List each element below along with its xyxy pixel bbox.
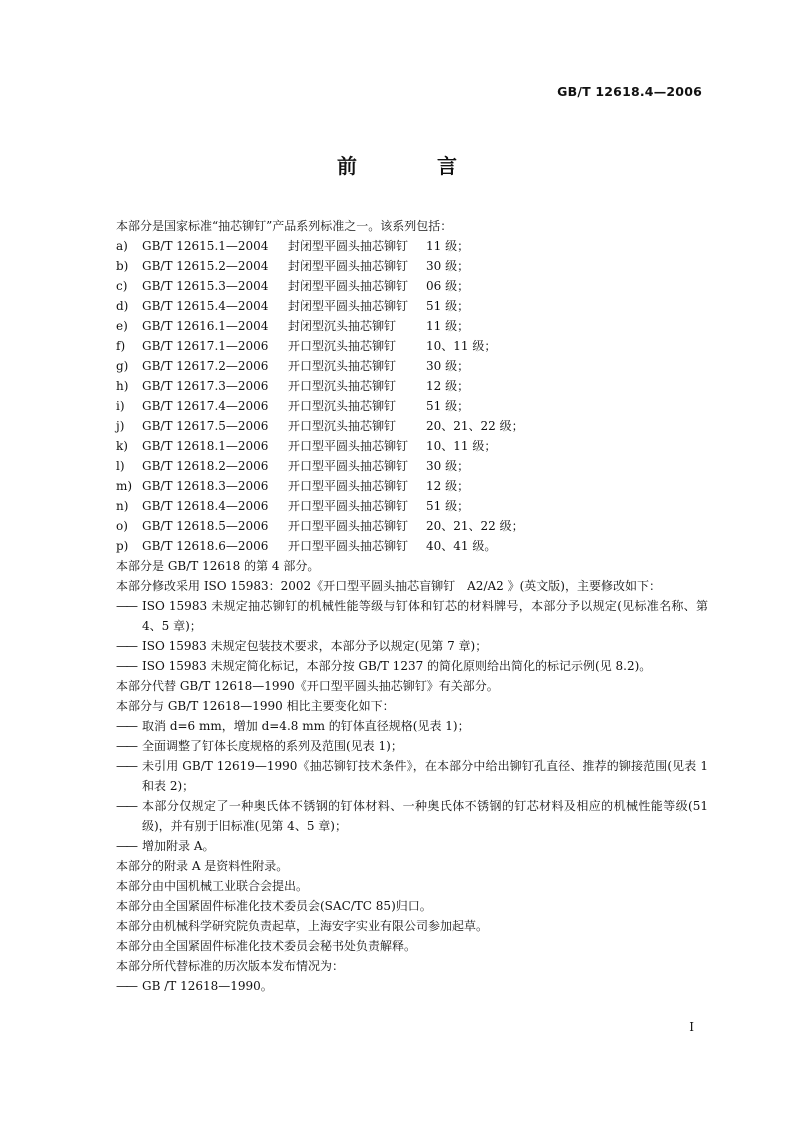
dash-item [116, 756, 708, 796]
closing-line: 本部分由全国紧固件标准化技术委员会秘书处负责解释。 [116, 939, 417, 953]
dash-text: 取消 d=6 mm，增加 d=4.8 mm 的钉体直径规格(见表 1)； [142, 719, 470, 733]
dash-mark: —— [116, 839, 136, 853]
dash-text: ISO 15983 未规定包装技术要求，本部分予以规定(见第 7 章)； [142, 639, 488, 653]
dash-item [116, 736, 708, 756]
part-statement: 本部分是 GB/T 12618 的第 4 部分。 [116, 559, 320, 573]
dash-item [116, 836, 708, 856]
series-label: j) [116, 419, 125, 433]
dash-mark: —— [116, 739, 136, 753]
series-label: p) [116, 539, 129, 553]
dash-text: ISO 15983 未规定简化标记，本部分按 GB/T 1237 的简化原则给出简化的标记示例(见 8.2)。 [142, 659, 652, 673]
dash-mark: —— [116, 719, 136, 733]
series-name: 封闭型沉头抽芯铆钉 [288, 319, 397, 333]
series-label: b) [116, 259, 129, 273]
series-item [116, 256, 708, 276]
series-name: 开口型平圆头抽芯铆钉 [288, 479, 409, 493]
series-grade: 30 级； [426, 259, 470, 273]
series-code: GB/T 12618.5—2006 [142, 519, 269, 533]
series-label: m) [116, 479, 133, 493]
series-name: 开口型平圆头抽芯铆钉 [288, 499, 409, 513]
series-label: k) [116, 439, 128, 453]
page-number: I [689, 1020, 694, 1034]
series-label: o) [116, 519, 128, 533]
series-grade: 51 级； [426, 399, 470, 413]
series-code: GB/T 12617.2—2006 [142, 359, 269, 373]
series-code: GB/T 12618.1—2006 [142, 439, 269, 453]
series-item [116, 476, 708, 496]
series-name: 开口型平圆头抽芯铆钉 [288, 519, 409, 533]
series-code: GB/T 12617.4—2006 [142, 399, 269, 413]
replace-statement: 本部分代替 GB/T 12618—1990《开口型平圆头抽芯铆钉》有关部分。 [116, 679, 499, 693]
series-name: 开口型沉头抽芯铆钉 [288, 339, 397, 353]
dash-mark: —— [116, 659, 136, 673]
series-name: 开口型平圆头抽芯铆钉 [288, 459, 409, 473]
series-name: 开口型沉头抽芯铆钉 [288, 399, 397, 413]
closing-line: 本部分由机械科学研究院负责起草，上海安字实业有限公司参加起草。 [116, 919, 489, 933]
series-grade: 30 级； [426, 459, 470, 473]
closing-line: 本部分由中国机械工业联合会提出。 [116, 879, 309, 893]
series-item [116, 276, 708, 296]
series-code: GB/T 12617.5—2006 [142, 419, 269, 433]
series-label: a) [116, 239, 128, 253]
series-grade: 10、11 级； [426, 439, 497, 453]
series-grade: 11 级； [426, 319, 470, 333]
dash-item [116, 976, 708, 996]
dash-item [116, 636, 708, 656]
series-name: 开口型沉头抽芯铆钉 [288, 379, 397, 393]
series-label: l) [116, 459, 125, 473]
series-label: d) [116, 299, 129, 313]
series-label: c) [116, 279, 128, 293]
series-code: GB/T 12615.2—2004 [142, 259, 269, 273]
iso-changes-list [116, 596, 708, 676]
series-grade: 51 级； [426, 299, 470, 313]
series-grade: 20、21、22 级； [426, 419, 524, 433]
series-grade: 11 级； [426, 239, 470, 253]
series-code: GB/T 12615.4—2004 [142, 299, 269, 313]
series-code: GB/T 12616.1—2004 [142, 319, 269, 333]
series-label: i) [116, 399, 125, 413]
dash-mark: —— [116, 599, 136, 613]
series-name: 封闭型平圆头抽芯铆钉 [288, 299, 409, 313]
series-grade: 12 级； [426, 379, 470, 393]
series-label: e) [116, 319, 128, 333]
dash-text: 未引用 GB/T 12619—1990《抽芯铆钉技术条件》，在本部分中给出铆钉孔直径、推荐的铆接范围(见表 1 和表 2)； [142, 759, 708, 793]
dash-text: 本部分仅规定了一种奥氏体不锈钢的钉体材料、一种奥氏体不锈钢的钉芯材料及相应的机械性能等级(51 级)，并有别于旧标准(见第 4、5 章)； [142, 799, 708, 833]
series-item [116, 496, 708, 516]
dash-item [116, 656, 708, 676]
history-list [116, 976, 708, 996]
dash-text: 全面调整了钉体长度规格的系列及范围(见表 1)； [142, 739, 403, 753]
dash-text: GB /T 12618—1990。 [142, 979, 273, 993]
series-code: GB/T 12615.3—2004 [142, 279, 269, 293]
series-item [116, 376, 708, 396]
dash-text: ISO 15983 未规定抽芯铆钉的机械性能等级与钉体和钉芯的材料牌号，本部分予以规定(见标准名称、第 4、5 章)； [142, 599, 708, 633]
series-item [116, 396, 708, 416]
series-item [116, 536, 708, 556]
series-code: GB/T 12618.3—2006 [142, 479, 269, 493]
series-label: n) [116, 499, 129, 513]
series-item [116, 336, 708, 356]
series-grade: 30 级； [426, 359, 470, 373]
foreword-body [116, 216, 708, 996]
series-name: 封闭型平圆头抽芯铆钉 [288, 239, 409, 253]
dash-mark: —— [116, 759, 136, 773]
series-item [116, 516, 708, 536]
series-code: GB/T 12618.4—2006 [142, 499, 269, 513]
series-name: 封闭型平圆头抽芯铆钉 [288, 279, 409, 293]
dash-item [116, 596, 708, 636]
series-code: GB/T 12615.1—2004 [142, 239, 269, 253]
series-name: 封闭型平圆头抽芯铆钉 [288, 259, 409, 273]
iso-statement: 本部分修改采用 ISO 15983：2002《开口型平圆头抽芯盲铆钉 A2/A2 》(英文版)，主要修改如下： [116, 579, 661, 593]
series-item [116, 236, 708, 256]
series-name: 开口型沉头抽芯铆钉 [288, 359, 397, 373]
series-grade: 06 级； [426, 279, 470, 293]
series-item [116, 296, 708, 316]
series-grade: 40、41 级。 [426, 539, 497, 553]
closing-line: 本部分所代替标准的历次版本发布情况为： [116, 959, 345, 973]
series-grade: 51 级； [426, 499, 470, 513]
closing-line: 本部分的附录 A 是资料性附录。 [116, 859, 289, 873]
series-item [116, 356, 708, 376]
closing-line: 本部分由全国紧固件标准化技术委员会(SAC/TC 85)归口。 [116, 899, 432, 913]
series-label: f) [116, 339, 126, 353]
series-name: 开口型平圆头抽芯铆钉 [288, 439, 409, 453]
series-label: h) [116, 379, 129, 393]
series-item [116, 416, 708, 436]
series-item [116, 436, 708, 456]
series-grade: 12 级； [426, 479, 470, 493]
series-name: 开口型平圆头抽芯铆钉 [288, 539, 409, 553]
dash-text: 增加附录 A。 [142, 839, 215, 853]
series-item [116, 456, 708, 476]
compare-changes-list [116, 716, 708, 856]
series-code: GB/T 12617.3—2006 [142, 379, 269, 393]
dash-mark: —— [116, 979, 136, 993]
series-label: g) [116, 359, 129, 373]
series-name: 开口型沉头抽芯铆钉 [288, 419, 397, 433]
series-list [116, 236, 708, 556]
dash-mark: —— [116, 639, 136, 653]
series-code: GB/T 12618.2—2006 [142, 459, 269, 473]
series-code: GB/T 12617.1—2006 [142, 339, 269, 353]
series-grade: 10、11 级； [426, 339, 497, 353]
dash-mark: —— [116, 799, 136, 813]
series-code: GB/T 12618.6—2006 [142, 539, 269, 553]
intro-paragraph: 本部分是国家标准“抽芯铆钉”产品系列标准之一。该系列包括： [116, 219, 453, 233]
standard-code-header: GB/T 12618.4—2006 [557, 84, 702, 99]
series-item [116, 316, 708, 336]
dash-item [116, 716, 708, 736]
page-title: 前 言 [337, 154, 487, 178]
closing-paragraphs [116, 856, 708, 976]
series-grade: 20、21、22 级； [426, 519, 524, 533]
dash-item [116, 796, 708, 836]
compare-statement: 本部分与 GB/T 12618—1990 相比主要变化如下： [116, 699, 395, 713]
